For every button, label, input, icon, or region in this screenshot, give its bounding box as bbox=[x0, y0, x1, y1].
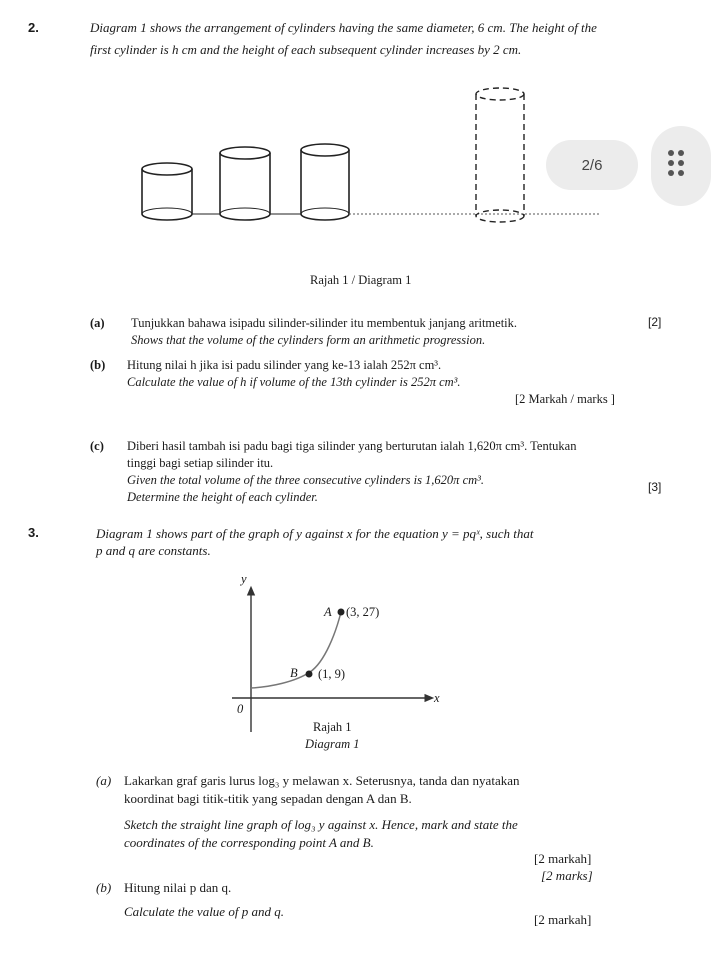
q3a-malay-line2: koordinat bagi titik-titik yang sepadan dengan A dan B. bbox=[124, 791, 412, 806]
q3b-label: (b) bbox=[96, 880, 112, 895]
q2a-malay: Tunjukkan bahawa isipadu silinder-silinder itu membentuk janjang aritmetik. bbox=[131, 316, 518, 330]
q2c-label: (c) bbox=[90, 439, 104, 453]
q3b-malay: Hitung nilai p dan q. bbox=[124, 880, 232, 895]
q3a-malay-line1: Lakarkan graf garis lurus log₃ y melawan x. Seterusnya, tanda dan nyatakan bbox=[124, 773, 520, 788]
q3a-label: (a) bbox=[96, 773, 112, 788]
q2b-malay: Hitung nilai h jika isi padu silinder yang ke-13 ialah 252π cm³. bbox=[127, 358, 442, 372]
q3-intro-line2: p and q are constants. bbox=[96, 543, 211, 558]
point-b bbox=[306, 671, 313, 678]
q3-graph bbox=[220, 570, 450, 740]
point-a-label: A bbox=[324, 605, 332, 619]
q2a-english: Shows that the volume of the cylinders form an arithmetic progression. bbox=[131, 333, 486, 347]
graph-caption-malay: Rajah 1 bbox=[313, 720, 352, 734]
q3a-marks-english: [2 marks] bbox=[541, 868, 593, 883]
graph-origin-label: 0 bbox=[237, 702, 244, 716]
point-b-coord: (1, 9) bbox=[318, 667, 346, 681]
cylinder-diagram bbox=[130, 80, 610, 230]
q2c-english-line1: Given the total volume of the three consecutive cylinders is 1,620π cm³. bbox=[127, 473, 485, 487]
q2c-english-line2: Determine the height of each cylinder. bbox=[127, 490, 318, 504]
q2b-marks: [2 Markah / marks ] bbox=[515, 392, 615, 406]
q3-intro-line1: Diagram 1 shows part of the graph of y against x for the equation y = pqˣ, such that bbox=[96, 526, 534, 541]
graph-x-label: x bbox=[434, 691, 440, 705]
q3b-marks-partial: [2 markah] bbox=[534, 912, 592, 927]
graph-caption-english: Diagram 1 bbox=[305, 737, 360, 751]
q2b-label: (b) bbox=[90, 358, 106, 372]
q2a-label: (a) bbox=[90, 316, 105, 330]
q2-diagram-caption: Rajah 1 / Diagram 1 bbox=[310, 273, 412, 287]
point-a bbox=[338, 609, 345, 616]
point-b-label: B bbox=[290, 666, 298, 680]
graph-y-label: y bbox=[241, 572, 247, 586]
q3a-marks-malay: [2 markah] bbox=[534, 851, 592, 866]
q2b-english: Calculate the value of h if volume of the 13th cylinder is 252π cm³. bbox=[127, 375, 461, 389]
q2c-malay-line2: tinggi bagi setiap silinder itu. bbox=[127, 456, 274, 470]
q3b-english: Calculate the value of p and q. bbox=[124, 904, 284, 919]
q2a-marks: [2] bbox=[648, 315, 662, 329]
q3a-english-line2: coordinates of the corresponding point A and B. bbox=[124, 835, 374, 850]
q2c-malay-line1: Diberi hasil tambah isi padu bagi tiga silinder yang berturutan ialah 1,620π cm³. Tentukan bbox=[127, 439, 577, 453]
q2-number: 2. bbox=[28, 20, 39, 35]
point-a-coord: (3, 27) bbox=[346, 605, 380, 619]
more-dots-icon[interactable] bbox=[668, 150, 688, 180]
q2-intro-line2: first cylinder is h cm and the height of each subsequent cylinder increases by 2 cm. bbox=[90, 42, 522, 57]
q3-number: 3. bbox=[28, 525, 39, 540]
page-indicator: 2/6 bbox=[546, 140, 638, 190]
q2-intro-line1: Diagram 1 shows the arrangement of cylinders having the same diameter, 6 cm. The height of the bbox=[90, 20, 597, 35]
q3a-english-line1: Sketch the straight line graph of log₃ y against x. Hence, mark and state the bbox=[124, 817, 518, 832]
q2c-marks: [3] bbox=[648, 480, 662, 494]
